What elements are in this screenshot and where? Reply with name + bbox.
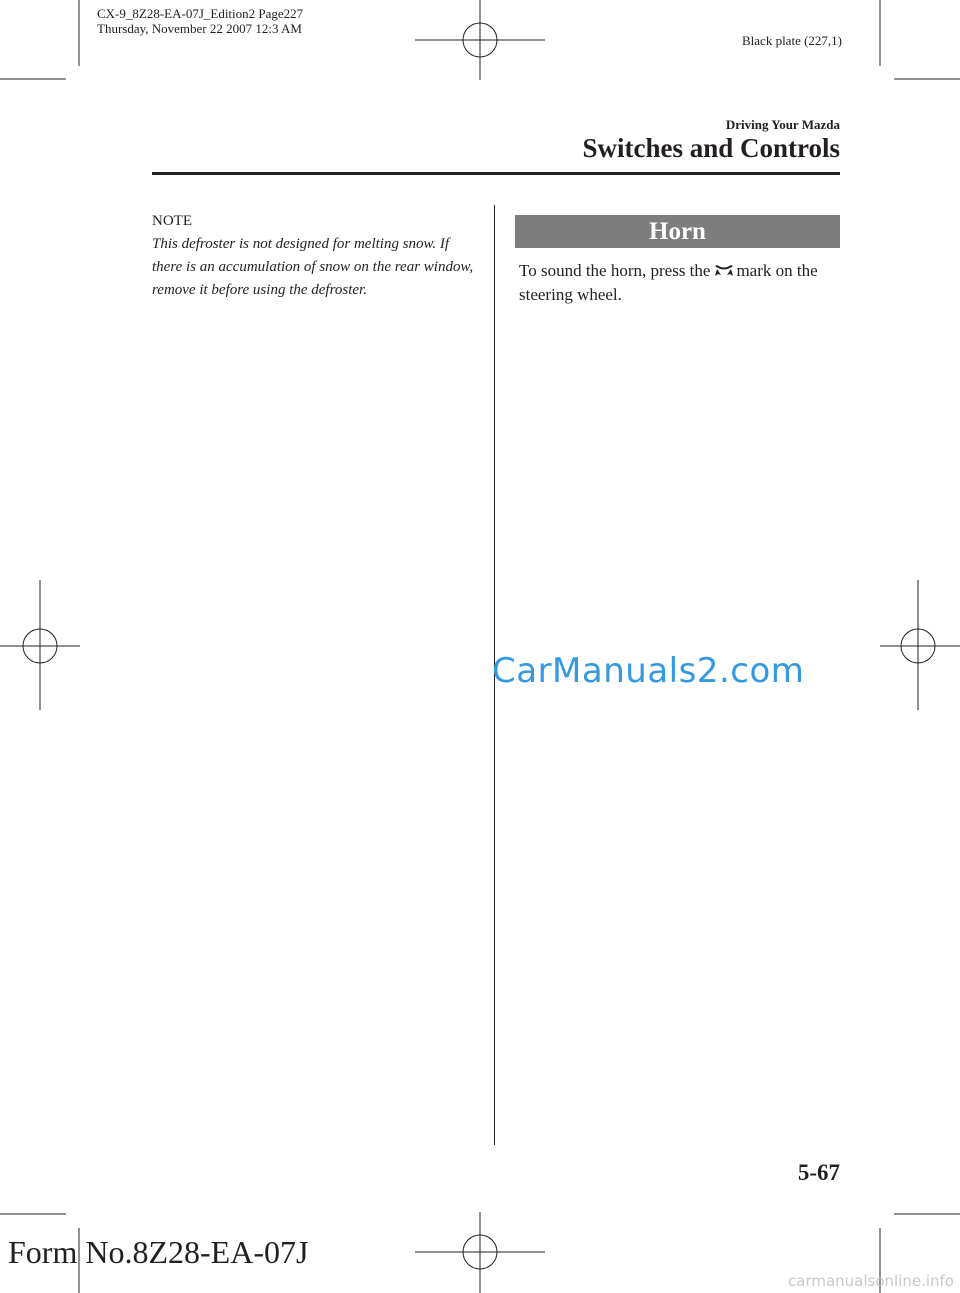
heading-rule: [152, 172, 840, 175]
horn-instructions: [519, 259, 844, 307]
print-file-line: CX-9_8Z28-EA-07J_Edition2 Page227: [97, 6, 304, 21]
print-date-line: Thursday, November 22 2007 12:3 AM: [97, 21, 302, 36]
note-title: NOTE: [152, 213, 192, 229]
page-number: 5-67: [797, 1160, 840, 1185]
horn-text-before: To sound the horn, press the: [519, 261, 711, 280]
plate-info: Black plate (227,1): [742, 33, 842, 48]
watermark: CarManuals2.com: [492, 651, 805, 691]
section-label: Driving Your Mazda: [725, 117, 840, 132]
horn-icon: [714, 264, 734, 278]
site-watermark: carmanualsonline.info: [788, 1272, 954, 1290]
page-title: Switches and Controls: [582, 133, 840, 163]
form-number: Form No.8Z28-EA-07J: [8, 1234, 309, 1270]
horn-section-heading: Horn: [515, 215, 840, 248]
print-job-info: [97, 6, 303, 36]
note-body: This defroster is not designed for melting snow. If there is an accumulation of snow on the rear window, remove it before using the defroster.: [152, 236, 474, 298]
horn-text-after: mark on the steering wheel.: [519, 261, 818, 304]
